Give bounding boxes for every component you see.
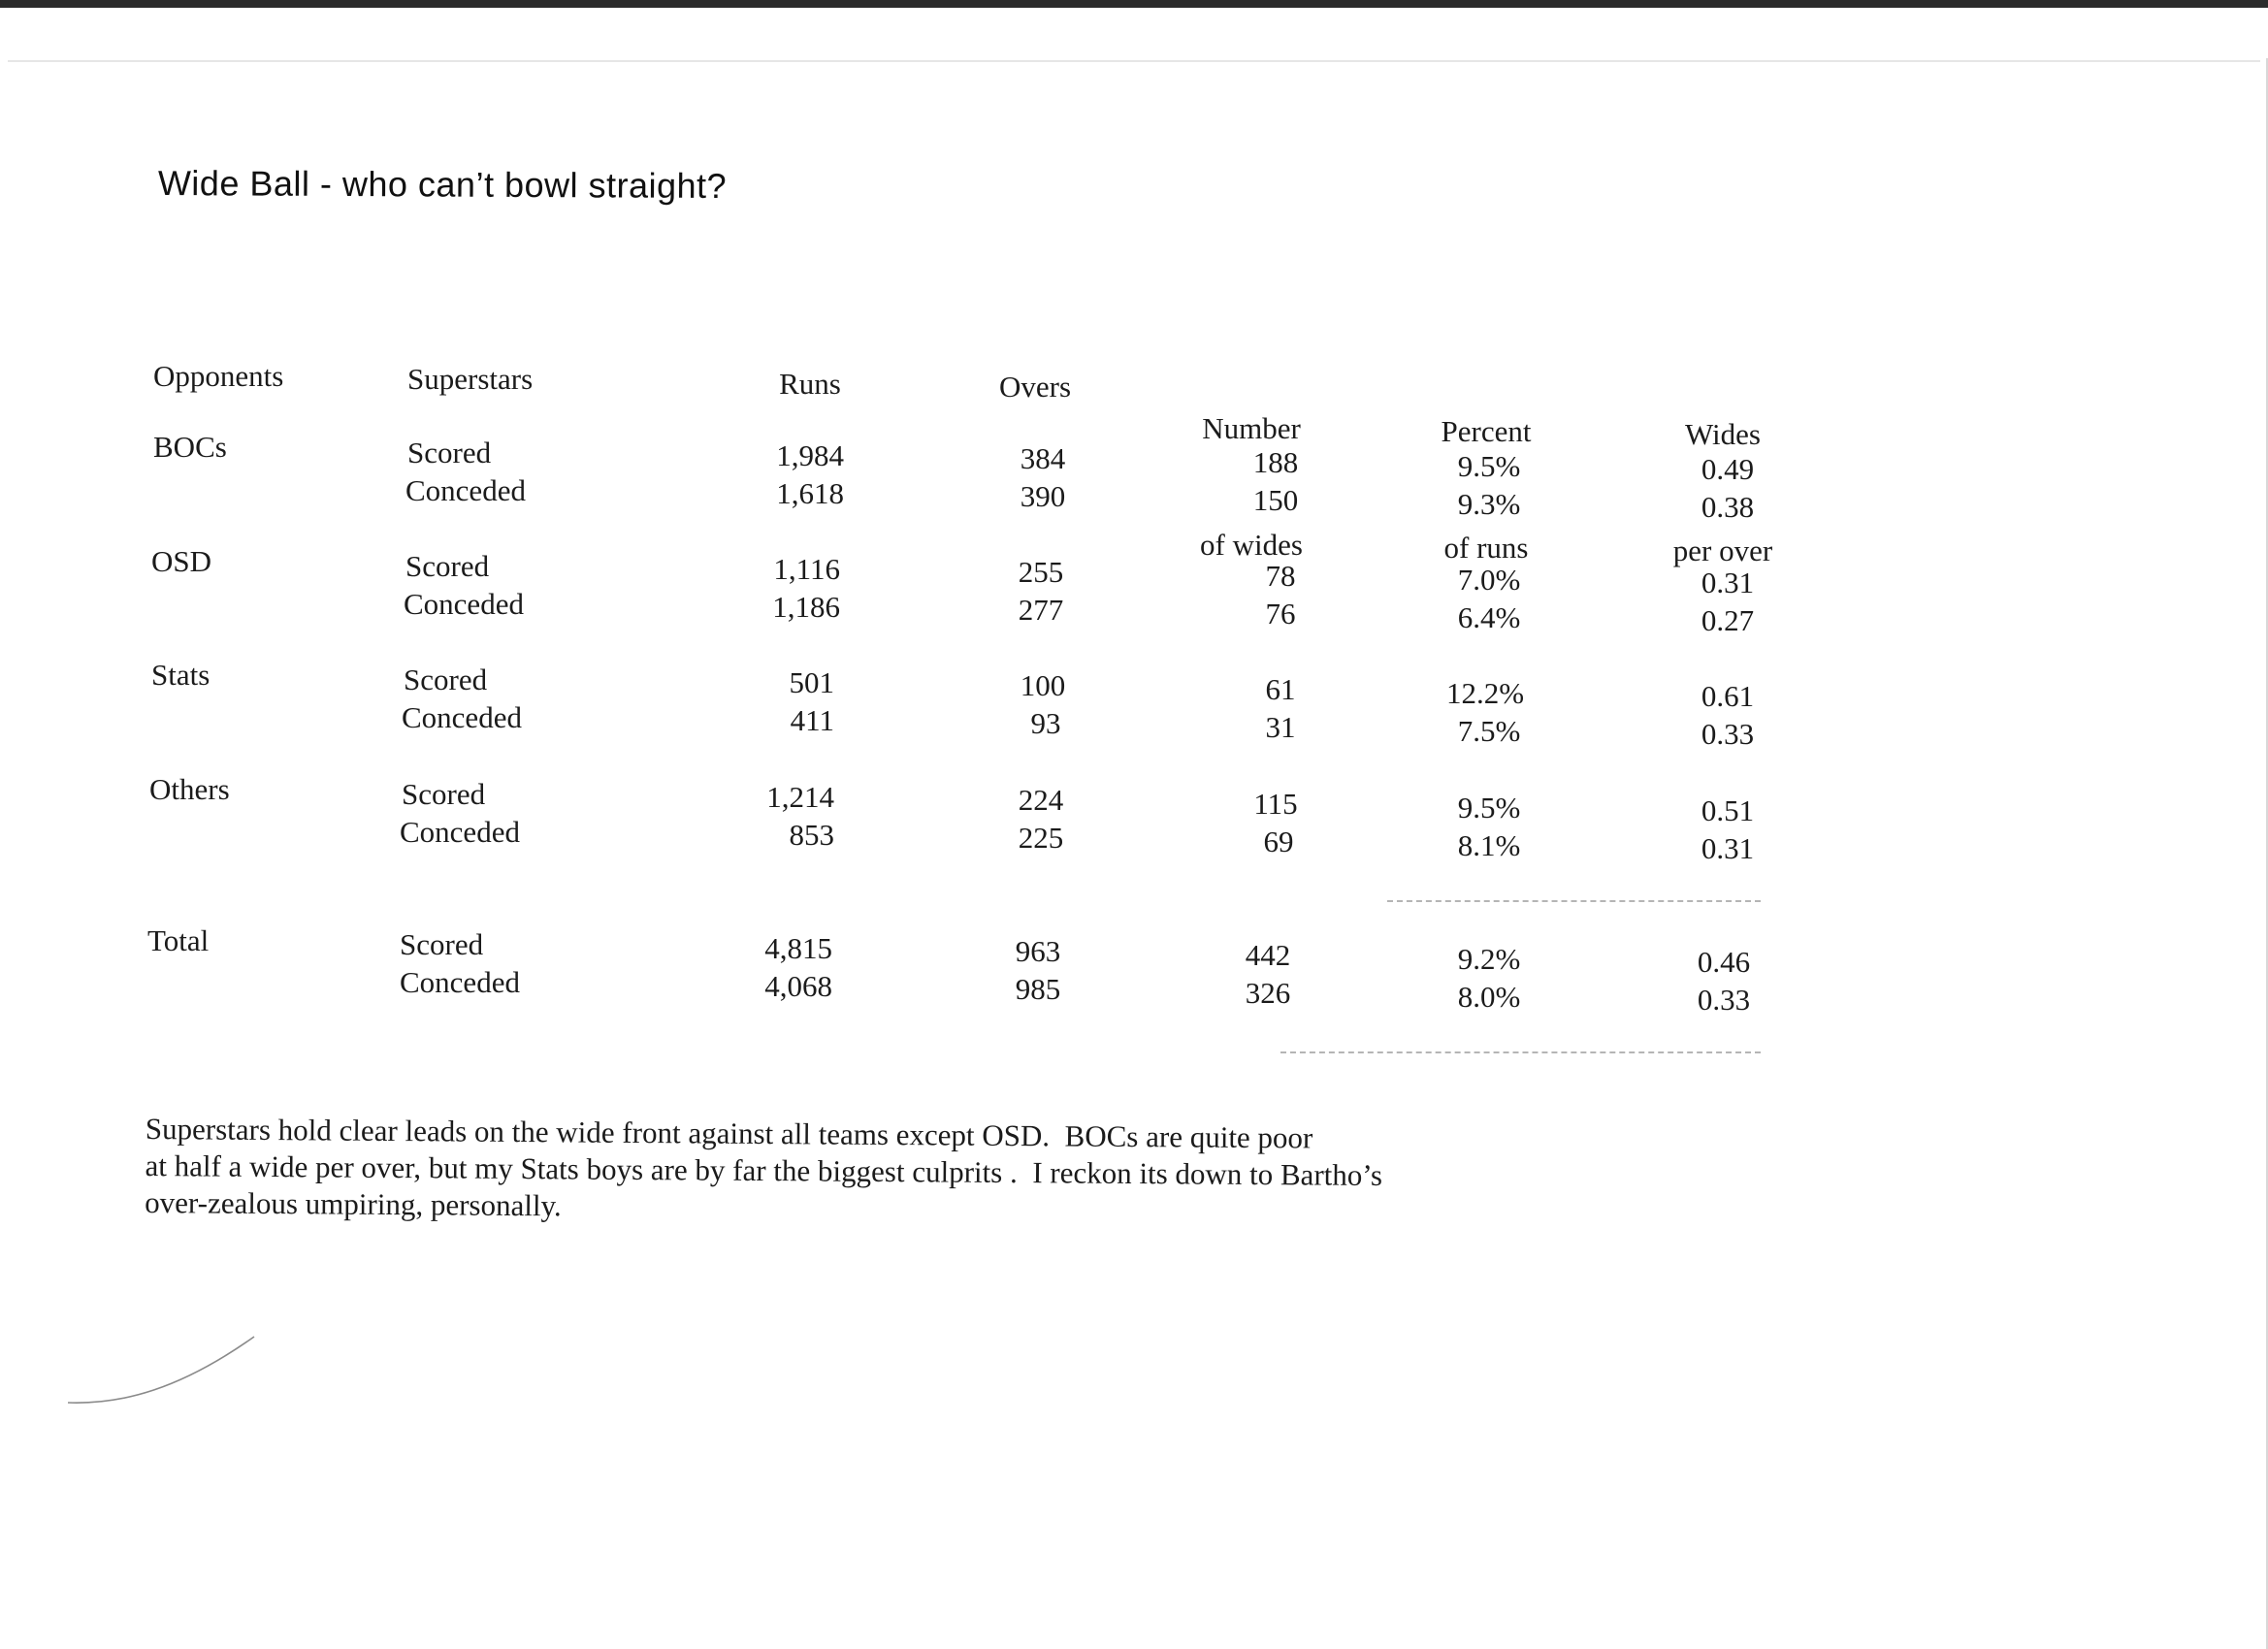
overs-cell: 963 — [1015, 934, 1061, 968]
superstars-cell: Scored — [405, 549, 490, 583]
runs-cell: 4,068 — [764, 969, 832, 1003]
per-over-cell: 0.31 — [1701, 566, 1755, 599]
commentary-line-2: at half a wide per over, but my Stats boys are by far the biggest culprits . I reckon its down to Bartho’s — [145, 1148, 1383, 1193]
percent-cell: 12.2% — [1445, 676, 1525, 710]
header-number-of-wides-line2: of wides — [1200, 528, 1303, 562]
runs-cell: 1,214 — [766, 780, 834, 814]
wides-cell: 188 — [1252, 445, 1299, 479]
superstars-cell: Conceded — [400, 965, 520, 999]
per-over-cell: 0.33 — [1701, 717, 1755, 751]
percent-cell: 9.3% — [1457, 487, 1521, 521]
runs-cell: 411 — [790, 703, 834, 737]
opponent-label: Total — [147, 923, 210, 957]
superstars-cell: Scored — [407, 436, 492, 469]
superstars-cell: Conceded — [400, 815, 520, 849]
superstars-cell: Conceded — [405, 473, 526, 507]
opponent-label: OSD — [151, 544, 212, 578]
opponent-label: Others — [149, 772, 230, 806]
superstars-cell: Conceded — [404, 587, 524, 621]
per-over-cell: 0.38 — [1701, 490, 1755, 524]
percent-cell: 8.0% — [1457, 980, 1521, 1014]
wides-cell: 326 — [1245, 976, 1291, 1010]
overs-cell: 224 — [1018, 783, 1064, 817]
header-runs: Runs — [779, 367, 841, 401]
opponent-label: BOCs — [153, 430, 227, 464]
wides-cell: 76 — [1265, 597, 1296, 630]
per-over-cell: 0.46 — [1697, 945, 1751, 979]
overs-cell: 390 — [1020, 479, 1066, 513]
commentary-line-3: over-zealous umpiring, personally. — [145, 1184, 562, 1223]
overs-cell: 93 — [1030, 706, 1061, 740]
per-over-cell: 0.51 — [1701, 793, 1755, 827]
superstars-cell: Scored — [404, 663, 488, 696]
header-overs: Overs — [998, 370, 1072, 404]
runs-cell: 853 — [789, 818, 834, 852]
totals-separator — [1387, 900, 1761, 902]
overs-cell: 384 — [1020, 441, 1066, 475]
percent-cell: 9.2% — [1457, 942, 1521, 976]
header-percent-of-runs-line1: Percent — [1441, 414, 1532, 448]
percent-cell: 8.1% — [1457, 828, 1521, 862]
header-opponents: Opponents — [153, 359, 284, 393]
runs-cell: 1,984 — [776, 438, 844, 472]
wides-cell: 31 — [1265, 710, 1296, 744]
runs-cell: 501 — [789, 665, 834, 699]
runs-cell: 4,815 — [764, 931, 832, 965]
wides-cell: 69 — [1263, 824, 1294, 858]
page-title: Wide Ball - who can’t bowl straight? — [157, 163, 728, 207]
per-over-cell: 0.61 — [1701, 679, 1755, 713]
wides-cell: 115 — [1253, 787, 1298, 821]
per-over-cell: 0.49 — [1701, 452, 1755, 486]
overs-cell: 100 — [1020, 668, 1066, 702]
percent-cell: 6.4% — [1457, 600, 1521, 634]
overs-cell: 985 — [1015, 972, 1061, 1006]
wides-cell: 442 — [1245, 938, 1291, 972]
runs-cell: 1,186 — [772, 590, 840, 624]
percent-cell: 7.5% — [1457, 714, 1521, 748]
runs-cell: 1,116 — [773, 552, 840, 586]
header-percent-of-runs-line2: of runs — [1443, 531, 1529, 565]
runs-cell: 1,618 — [776, 476, 844, 510]
percent-cell: 9.5% — [1457, 791, 1521, 824]
percent-cell: 9.5% — [1457, 449, 1521, 483]
superstars-cell: Scored — [402, 777, 486, 811]
per-over-cell: 0.31 — [1701, 831, 1755, 865]
overs-cell: 277 — [1018, 593, 1064, 627]
superstars-cell: Scored — [400, 927, 484, 961]
header-number-of-wides-line1: Number — [1202, 411, 1301, 445]
header-superstars: Superstars — [407, 362, 534, 396]
superstars-cell: Conceded — [402, 700, 522, 734]
per-over-cell: 0.33 — [1697, 983, 1751, 1017]
overs-cell: 255 — [1018, 555, 1064, 589]
header-wides-per-over-line1: Wides — [1685, 417, 1761, 451]
wides-cell: 61 — [1265, 672, 1296, 706]
pen-stroke-mark — [64, 1329, 268, 1406]
table-bottom-rule — [1280, 1051, 1761, 1053]
opponent-label: Stats — [151, 658, 211, 692]
per-over-cell: 0.27 — [1701, 603, 1755, 637]
wides-cell: 150 — [1252, 483, 1299, 517]
header-wides-per-over-line2: per over — [1672, 534, 1773, 567]
commentary-line-1: Superstars hold clear leads on the wide front against all teams except OSD. BOCs are quite poor — [145, 1112, 1313, 1155]
percent-cell: 7.0% — [1457, 563, 1521, 597]
overs-cell: 225 — [1018, 821, 1064, 855]
wides-cell: 78 — [1265, 559, 1296, 593]
commentary-paragraph — [145, 1111, 1523, 1232]
